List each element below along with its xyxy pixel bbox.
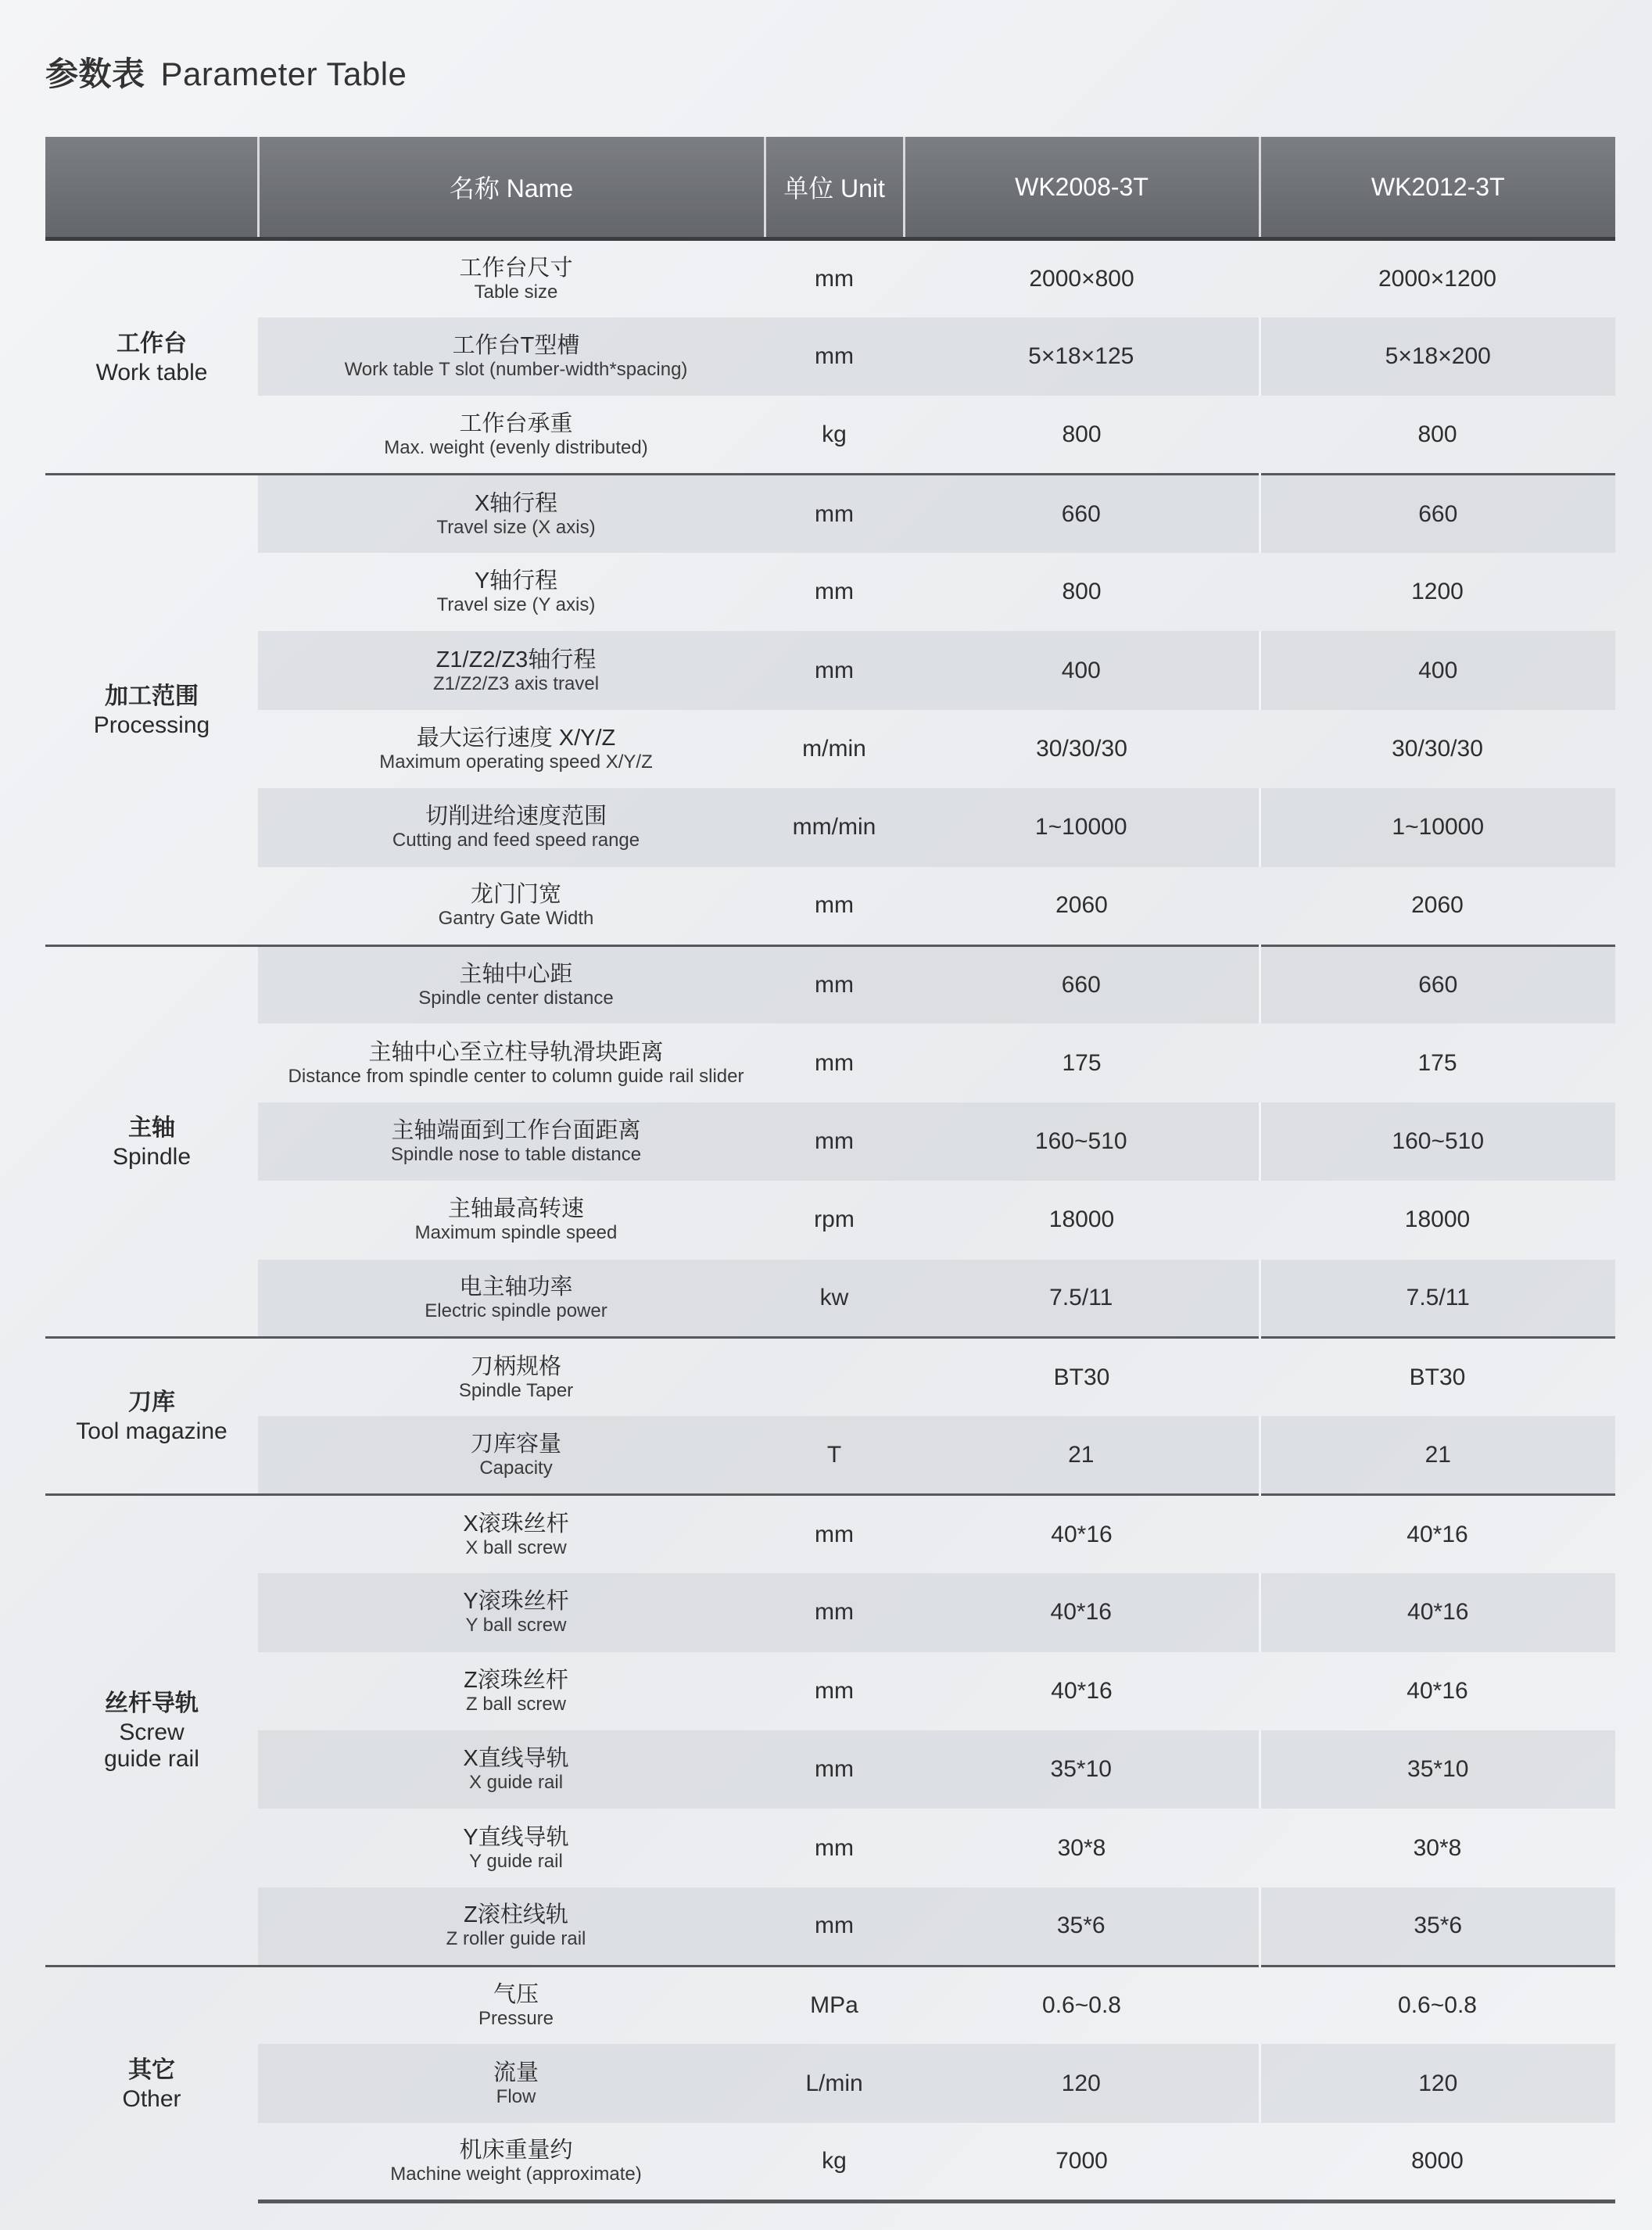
param-name-zh: 主轴端面到工作台面距离: [391, 1117, 641, 1143]
value-wk2012: 660: [1260, 475, 1615, 553]
param-name-en: Spindle center distance: [418, 987, 614, 1009]
value-wk2012: 40*16: [1407, 1677, 1468, 1704]
param-unit: m/min: [802, 736, 866, 762]
param-unit: kw: [765, 1260, 904, 1338]
param-name-en: Maximum spindle speed: [414, 1222, 618, 1244]
param-name: [258, 2123, 765, 2201]
param-name-en: Y guide rail: [469, 1850, 563, 1872]
param-unit: mm: [765, 945, 904, 1024]
param-name: [258, 1809, 765, 1887]
value-wk2012: 21: [1260, 1416, 1615, 1494]
param-name-zh: Y轴行程: [474, 568, 558, 594]
value-wk2012: 18000: [1404, 1206, 1471, 1233]
value-wk2008: 0.6~0.8: [904, 1966, 1260, 2044]
param-name-en: Z ball screw: [465, 1693, 567, 1715]
table-row: [45, 553, 1615, 631]
param-name-zh: Z1/Z2/Z3轴行程: [435, 647, 597, 672]
value-wk2008: 660: [904, 945, 1260, 1024]
value-wk2012: 8000: [1260, 2123, 1615, 2201]
group-label: [45, 1495, 258, 1966]
param-unit: T: [765, 1416, 904, 1494]
param-name-en: Gantry Gate Width: [438, 908, 594, 930]
param-name: [258, 1338, 765, 1416]
param-name-zh: 工作台T型槽: [452, 333, 580, 359]
value-wk2008: 21: [904, 1416, 1260, 1494]
parameter-table: [45, 137, 1615, 2203]
group-label-en-line2: guide rail: [104, 1745, 199, 1772]
param-name-en: Cutting and feed speed range: [392, 830, 640, 851]
param-unit: mm: [815, 1834, 854, 1861]
header-model-wk2012: WK2012-3T: [1260, 137, 1615, 239]
header-unit: 单位 Unit: [765, 137, 904, 239]
param-unit: mm: [765, 317, 904, 396]
param-name: [258, 631, 765, 709]
table-row: [45, 475, 1615, 553]
param-unit: mm: [765, 1495, 904, 1573]
header-model-wk2008: WK2008-3T: [904, 137, 1260, 239]
param-name: [258, 396, 765, 474]
value-wk2008: 5×18×125: [904, 317, 1260, 396]
value-wk2012: 35*10: [1260, 1730, 1615, 1809]
param-unit: mm: [815, 892, 854, 919]
value-wk2008: 40*16: [1051, 1677, 1113, 1704]
param-name: [258, 1260, 765, 1338]
param-name-en: Travel size (X axis): [436, 516, 596, 538]
value-wk2012: 1200: [1411, 579, 1464, 605]
param-name: [258, 710, 765, 788]
table-row: [45, 239, 1615, 317]
param-name-zh: X轴行程: [474, 490, 558, 516]
table-row: [45, 2123, 1615, 2201]
table-row: [45, 1416, 1615, 1494]
param-name-zh: 主轴最高转速: [447, 1196, 584, 1222]
value-wk2008: 30*8: [1057, 1834, 1106, 1861]
value-wk2008: 30/30/30: [1036, 736, 1127, 762]
param-name-zh: Z滚珠丝杆: [464, 1667, 568, 1693]
param-name-zh: 刀库容量: [470, 1431, 561, 1457]
table-row: [45, 1102, 1615, 1181]
value-wk2008: 660: [904, 475, 1260, 553]
group-label-en: Other: [122, 2086, 181, 2113]
value-wk2012: 7.5/11: [1260, 1260, 1615, 1338]
value-wk2012: 660: [1260, 945, 1615, 1024]
table-row: [45, 1730, 1615, 1809]
param-name-zh: 工作台承重: [459, 411, 573, 436]
param-name-en: Table size: [474, 281, 558, 303]
value-wk2012: 800: [1417, 421, 1457, 447]
param-unit: L/min: [765, 2044, 904, 2122]
table-row: [45, 1966, 1615, 2044]
table-row: [45, 1809, 1615, 1887]
param-name: [258, 1573, 765, 1651]
table-row: [45, 396, 1615, 474]
value-wk2008: 1~10000: [904, 788, 1260, 866]
param-name: [258, 1495, 765, 1573]
value-wk2012: 2000×1200: [1260, 239, 1615, 317]
param-name-zh: X直线导轨: [463, 1746, 569, 1772]
value-wk2012: 175: [1417, 1049, 1457, 1076]
param-unit: mm: [815, 579, 854, 605]
param-name-en: Pressure: [478, 2008, 554, 2030]
value-wk2012: 2060: [1411, 892, 1464, 919]
param-unit: mm: [815, 1677, 854, 1704]
value-wk2008: 40*16: [904, 1573, 1260, 1651]
value-wk2008: 7.5/11: [904, 1260, 1260, 1338]
group-label-en: Screw: [119, 1719, 185, 1745]
value-wk2012: 40*16: [1260, 1573, 1615, 1651]
value-wk2012: 30/30/30: [1392, 736, 1483, 762]
table-row: [45, 631, 1615, 709]
group-label: [45, 475, 258, 945]
table-row: [45, 1024, 1615, 1102]
param-name-en: Electric spindle power: [425, 1300, 607, 1322]
param-name: [258, 2044, 765, 2122]
param-name-zh: Y滚珠丝杆: [463, 1589, 569, 1615]
table-row: [45, 1652, 1615, 1730]
header-name: 名称 Name: [258, 137, 765, 239]
group-label-zh: 主轴: [128, 1114, 175, 1141]
param-name-zh: 电主轴功率: [459, 1275, 573, 1300]
value-wk2012: 400: [1260, 631, 1615, 709]
param-name-zh: 气压: [493, 1982, 539, 2008]
table-row: [45, 1260, 1615, 1338]
param-name-en: Z roller guide rail: [446, 1928, 586, 1950]
param-name: [258, 1888, 765, 1966]
value-wk2008: BT30: [904, 1338, 1260, 1416]
group-label-zh: 加工范围: [105, 683, 199, 709]
value-wk2012: 1~10000: [1260, 788, 1615, 866]
table-row: [45, 1888, 1615, 1966]
page-title-en: Parameter Table: [160, 56, 407, 92]
value-wk2012: 0.6~0.8: [1260, 1966, 1615, 2044]
param-unit: mm: [765, 475, 904, 553]
group-label-zh: 工作台: [116, 330, 187, 357]
group-label: [45, 239, 258, 475]
param-name: [258, 945, 765, 1024]
param-name-zh: 刀柄规格: [470, 1353, 561, 1379]
value-wk2008: 2060: [1055, 892, 1108, 919]
group-label-zh: 其它: [128, 2057, 175, 2084]
value-wk2012: 40*16: [1260, 1495, 1615, 1573]
param-name-en: Distance from spindle center to column guide rail slider: [288, 1065, 744, 1087]
param-name-en: Machine weight (approximate): [390, 2163, 642, 2185]
param-name: [258, 1730, 765, 1809]
param-name-zh: 主轴中心至立柱导轨滑块距离: [368, 1039, 664, 1065]
param-name-zh: 主轴中心距: [459, 961, 573, 987]
value-wk2008: 800: [1062, 579, 1102, 605]
table-row: [45, 1181, 1615, 1259]
param-name: [258, 475, 765, 553]
param-unit: mm: [765, 1888, 904, 1966]
table-row: [45, 710, 1615, 788]
table-row: [45, 317, 1615, 396]
param-name-en: Spindle Taper: [458, 1379, 574, 1401]
param-unit: mm: [765, 631, 904, 709]
param-name-en: Flow: [496, 2085, 536, 2107]
param-unit: mm: [765, 1102, 904, 1181]
page-title: [45, 48, 407, 95]
value-wk2012: 120: [1260, 2044, 1615, 2122]
value-wk2012: 30*8: [1413, 1834, 1462, 1861]
param-name-zh: Z滚柱线轨: [464, 1902, 568, 1928]
table-header: [45, 137, 1615, 239]
param-unit: mm: [765, 239, 904, 317]
param-name-zh: 工作台尺寸: [459, 255, 573, 281]
value-wk2012: 160~510: [1260, 1102, 1615, 1181]
table-body: [45, 239, 1615, 2202]
value-wk2008: 40*16: [904, 1495, 1260, 1573]
table-row: [45, 1573, 1615, 1651]
param-name: [258, 1024, 765, 1102]
param-name-zh: 流量: [493, 2060, 539, 2085]
table-row: [45, 945, 1615, 1024]
param-name-zh: Y直线导轨: [463, 1824, 569, 1850]
param-name: [258, 1652, 765, 1730]
param-name: [258, 1416, 765, 1494]
value-wk2008: 800: [1062, 421, 1102, 447]
value-wk2008: 175: [1062, 1049, 1102, 1076]
table-row: [45, 2044, 1615, 2122]
value-wk2008: 35*10: [904, 1730, 1260, 1809]
group-label: [45, 945, 258, 1338]
param-name: [258, 867, 765, 945]
value-wk2008: 120: [904, 2044, 1260, 2122]
param-name: [258, 1181, 765, 1259]
group-label-en: Work table: [95, 359, 208, 385]
table-row: [45, 867, 1615, 945]
value-wk2008: 400: [904, 631, 1260, 709]
param-name-zh: 龙门门宽: [470, 882, 561, 908]
param-name-zh: 最大运行速度 X/Y/Z: [416, 726, 616, 751]
param-name: [258, 1966, 765, 2044]
group-label-en: Processing: [93, 712, 210, 738]
param-name-en: Work table T slot (number-width*spacing): [344, 359, 688, 381]
group-label-zh: 刀库: [128, 1389, 175, 1416]
group-label: [45, 1338, 258, 1495]
param-name-zh: 切削进给速度范围: [425, 804, 607, 830]
param-unit: mm: [765, 1730, 904, 1809]
param-unit: rpm: [814, 1206, 855, 1233]
param-name-en: X guide rail: [468, 1772, 564, 1794]
param-name: [258, 239, 765, 317]
param-name-zh: X滚珠丝杆: [463, 1511, 569, 1536]
param-unit: MPa: [765, 1966, 904, 2044]
value-wk2008: 160~510: [904, 1102, 1260, 1181]
param-name-en: Spindle nose to table distance: [390, 1143, 642, 1165]
table-row: [45, 788, 1615, 866]
param-unit: [765, 1338, 904, 1416]
value-wk2008: 18000: [1048, 1206, 1115, 1233]
param-name-zh: 机床重量约: [459, 2137, 573, 2163]
value-wk2008: 7000: [904, 2123, 1260, 2201]
param-unit: mm: [815, 1049, 854, 1076]
param-name: [258, 553, 765, 631]
value-wk2008: 2000×800: [904, 239, 1260, 317]
param-name-en: Y ball screw: [465, 1615, 567, 1637]
param-name-en: Z1/Z2/Z3 axis travel: [432, 672, 600, 694]
param-unit: mm: [765, 1573, 904, 1651]
value-wk2012: 5×18×200: [1260, 317, 1615, 396]
param-unit: mm/min: [765, 788, 904, 866]
param-name-en: Capacity: [479, 1457, 553, 1479]
param-unit: kg: [822, 421, 847, 447]
table-row: [45, 1495, 1615, 1573]
value-wk2012: BT30: [1260, 1338, 1615, 1416]
param-name-en: Max. weight (evenly distributed): [384, 436, 648, 458]
table-row: [45, 1338, 1615, 1416]
param-unit: kg: [765, 2123, 904, 2201]
param-name-en: Maximum operating speed X/Y/Z: [379, 751, 653, 773]
param-name-en: Travel size (Y axis): [436, 594, 596, 616]
group-label: [45, 1966, 258, 2201]
value-wk2012: 35*6: [1260, 1888, 1615, 1966]
param-name: [258, 1102, 765, 1181]
value-wk2008: 35*6: [904, 1888, 1260, 1966]
param-name: [258, 317, 765, 396]
header-group-cell: [45, 137, 258, 239]
group-label-en: Spindle: [112, 1143, 192, 1170]
group-label-en: Tool magazine: [76, 1418, 228, 1445]
param-name: [258, 788, 765, 866]
group-label-zh: 丝杆导轨: [105, 1690, 199, 1716]
param-name-en: X ball screw: [465, 1536, 567, 1558]
page-title-zh: 参数表: [45, 56, 145, 92]
